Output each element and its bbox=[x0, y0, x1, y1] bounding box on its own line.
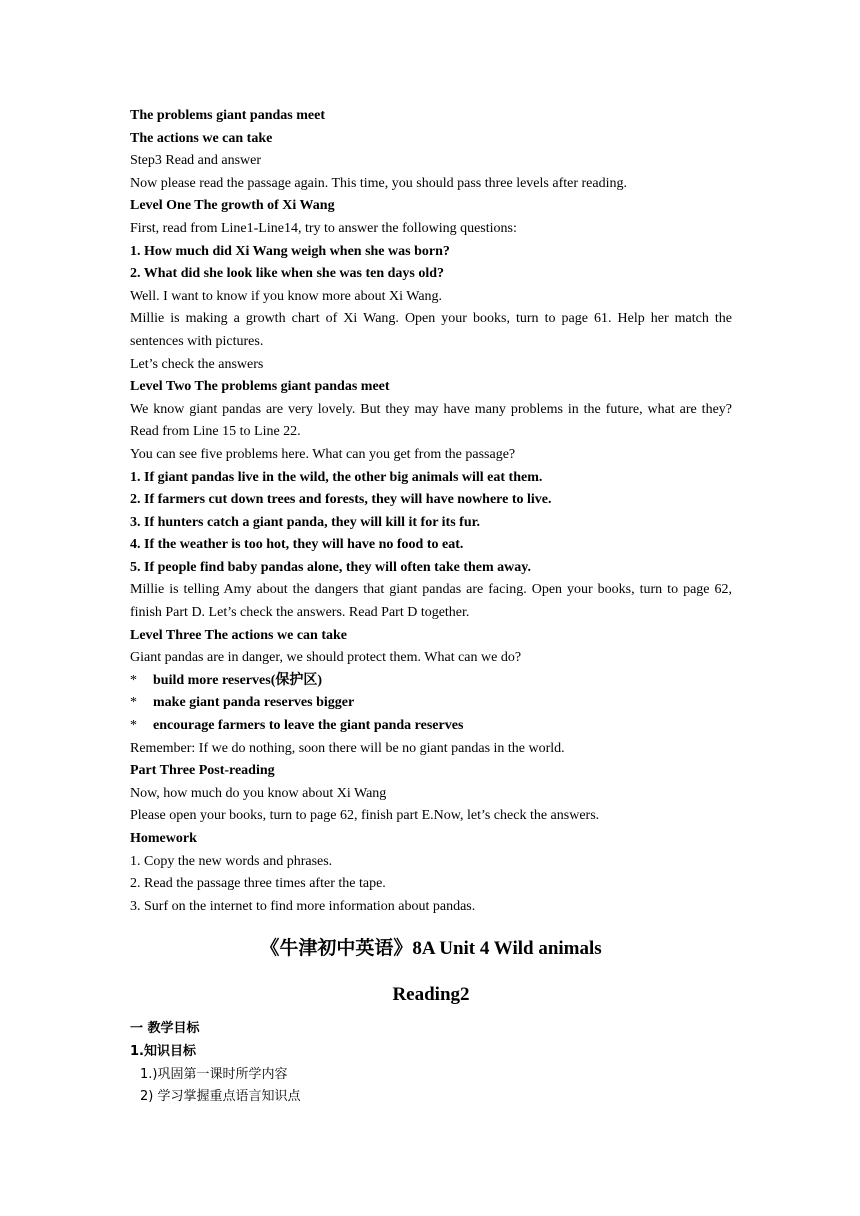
homework-item: 2. Read the passage three times after the tape. bbox=[130, 876, 386, 892]
problem-item: 3. If hunters catch a giant panda, they will kill it for its fur. bbox=[130, 514, 481, 530]
star-bullet-icon: * bbox=[130, 672, 137, 688]
document-title: 《牛津初中英语》8A Unit 4 Wild animals bbox=[260, 938, 602, 960]
action-item bbox=[130, 715, 732, 738]
action-text: encourage farmers to leave the giant panda reserves bbox=[153, 718, 464, 734]
paragraph-level-two: We know giant pandas are very lovely. But they may have many problems in the future, what are they? Read from Line 15 to Line 22. bbox=[130, 401, 732, 440]
homework-heading: Homework bbox=[130, 831, 197, 846]
level-three-intro: Giant pandas are in danger, we should protect them. What can we do? bbox=[130, 650, 522, 666]
heading-actions: The actions we can take bbox=[130, 130, 273, 146]
post-reading-question: Now, how much do you know about Xi Wang bbox=[130, 785, 387, 801]
problem-item: 2. If farmers cut down trees and forests, they will have nowhere to live. bbox=[130, 492, 552, 508]
paragraph-dangers: Millie is telling Amy about the dangers that giant pandas are facing. Open your books, turn to page 62, finish Part D. Let’s check the answers. Read Part D together. bbox=[130, 582, 732, 621]
homework-item: 3. Surf on the internet to find more information about pandas. bbox=[130, 898, 476, 914]
remember-text: Remember: If we do nothing, soon there will be no giant pandas in the world. bbox=[130, 740, 565, 756]
action-item bbox=[130, 670, 732, 693]
action-text: build more reserves(保护区) bbox=[153, 672, 323, 688]
goals-heading: 一 教学目标 bbox=[130, 1021, 200, 1037]
post-reading-task: Please open your books, turn to page 62, finish part E.Now, let’s check the answers. bbox=[130, 808, 600, 824]
step3-label: Step3 Read and answer bbox=[130, 153, 262, 169]
problem-item: 4. If the weather is too hot, they will have no food to eat. bbox=[130, 537, 464, 553]
action-text: make giant panda reserves bigger bbox=[153, 695, 355, 711]
question-2: 2. What did she look like when she was ten days old? bbox=[130, 266, 445, 282]
knowledge-item: 2) 学习掌握重点语言知识点 bbox=[140, 1089, 301, 1105]
action-item bbox=[130, 692, 732, 715]
paragraph-growth-chart: Millie is making a growth chart of Xi Wang. Open your books, turn to page 61. Help her match the sentences with pictures. bbox=[130, 311, 732, 349]
instruction-text: Now please read the passage again. This time, you should pass three levels after reading. bbox=[130, 175, 627, 191]
level-one-heading: Level One The growth of Xi Wang bbox=[130, 198, 335, 214]
document-subtitle: Reading2 bbox=[392, 984, 470, 1006]
heading-problems: The problems giant pandas meet bbox=[130, 108, 325, 123]
knowledge-heading: 1.知识目标 bbox=[130, 1043, 196, 1059]
question-1: 1. How much did Xi Wang weigh when she was born? bbox=[130, 243, 450, 259]
star-bullet-icon: * bbox=[130, 695, 137, 711]
homework-item: 1. Copy the new words and phrases. bbox=[130, 853, 333, 869]
level-three-heading: Level Three The actions we can take bbox=[130, 627, 347, 643]
knowledge-item: 1.)巩固第一课时所学内容 bbox=[140, 1066, 288, 1082]
star-bullet-icon: * bbox=[130, 718, 137, 734]
level-one-instruction: First, read from Line1-Line14, try to answer the following questions: bbox=[130, 220, 517, 236]
problem-item: 5. If people find baby pandas alone, they will often take them away. bbox=[130, 559, 531, 575]
problem-item: 1. If giant pandas live in the wild, the other big animals will eat them. bbox=[130, 469, 543, 485]
document-body bbox=[130, 105, 732, 1109]
level-two-heading: Level Two The problems giant pandas meet bbox=[130, 379, 390, 395]
check-answers-text: Let’s check the answers bbox=[130, 356, 264, 372]
five-problems-intro: You can see five problems here. What can you get from the passage? bbox=[130, 446, 516, 462]
part-three-heading: Part Three Post-reading bbox=[130, 763, 275, 779]
xi-wang-note: Well. I want to know if you know more about Xi Wang. bbox=[130, 288, 443, 304]
